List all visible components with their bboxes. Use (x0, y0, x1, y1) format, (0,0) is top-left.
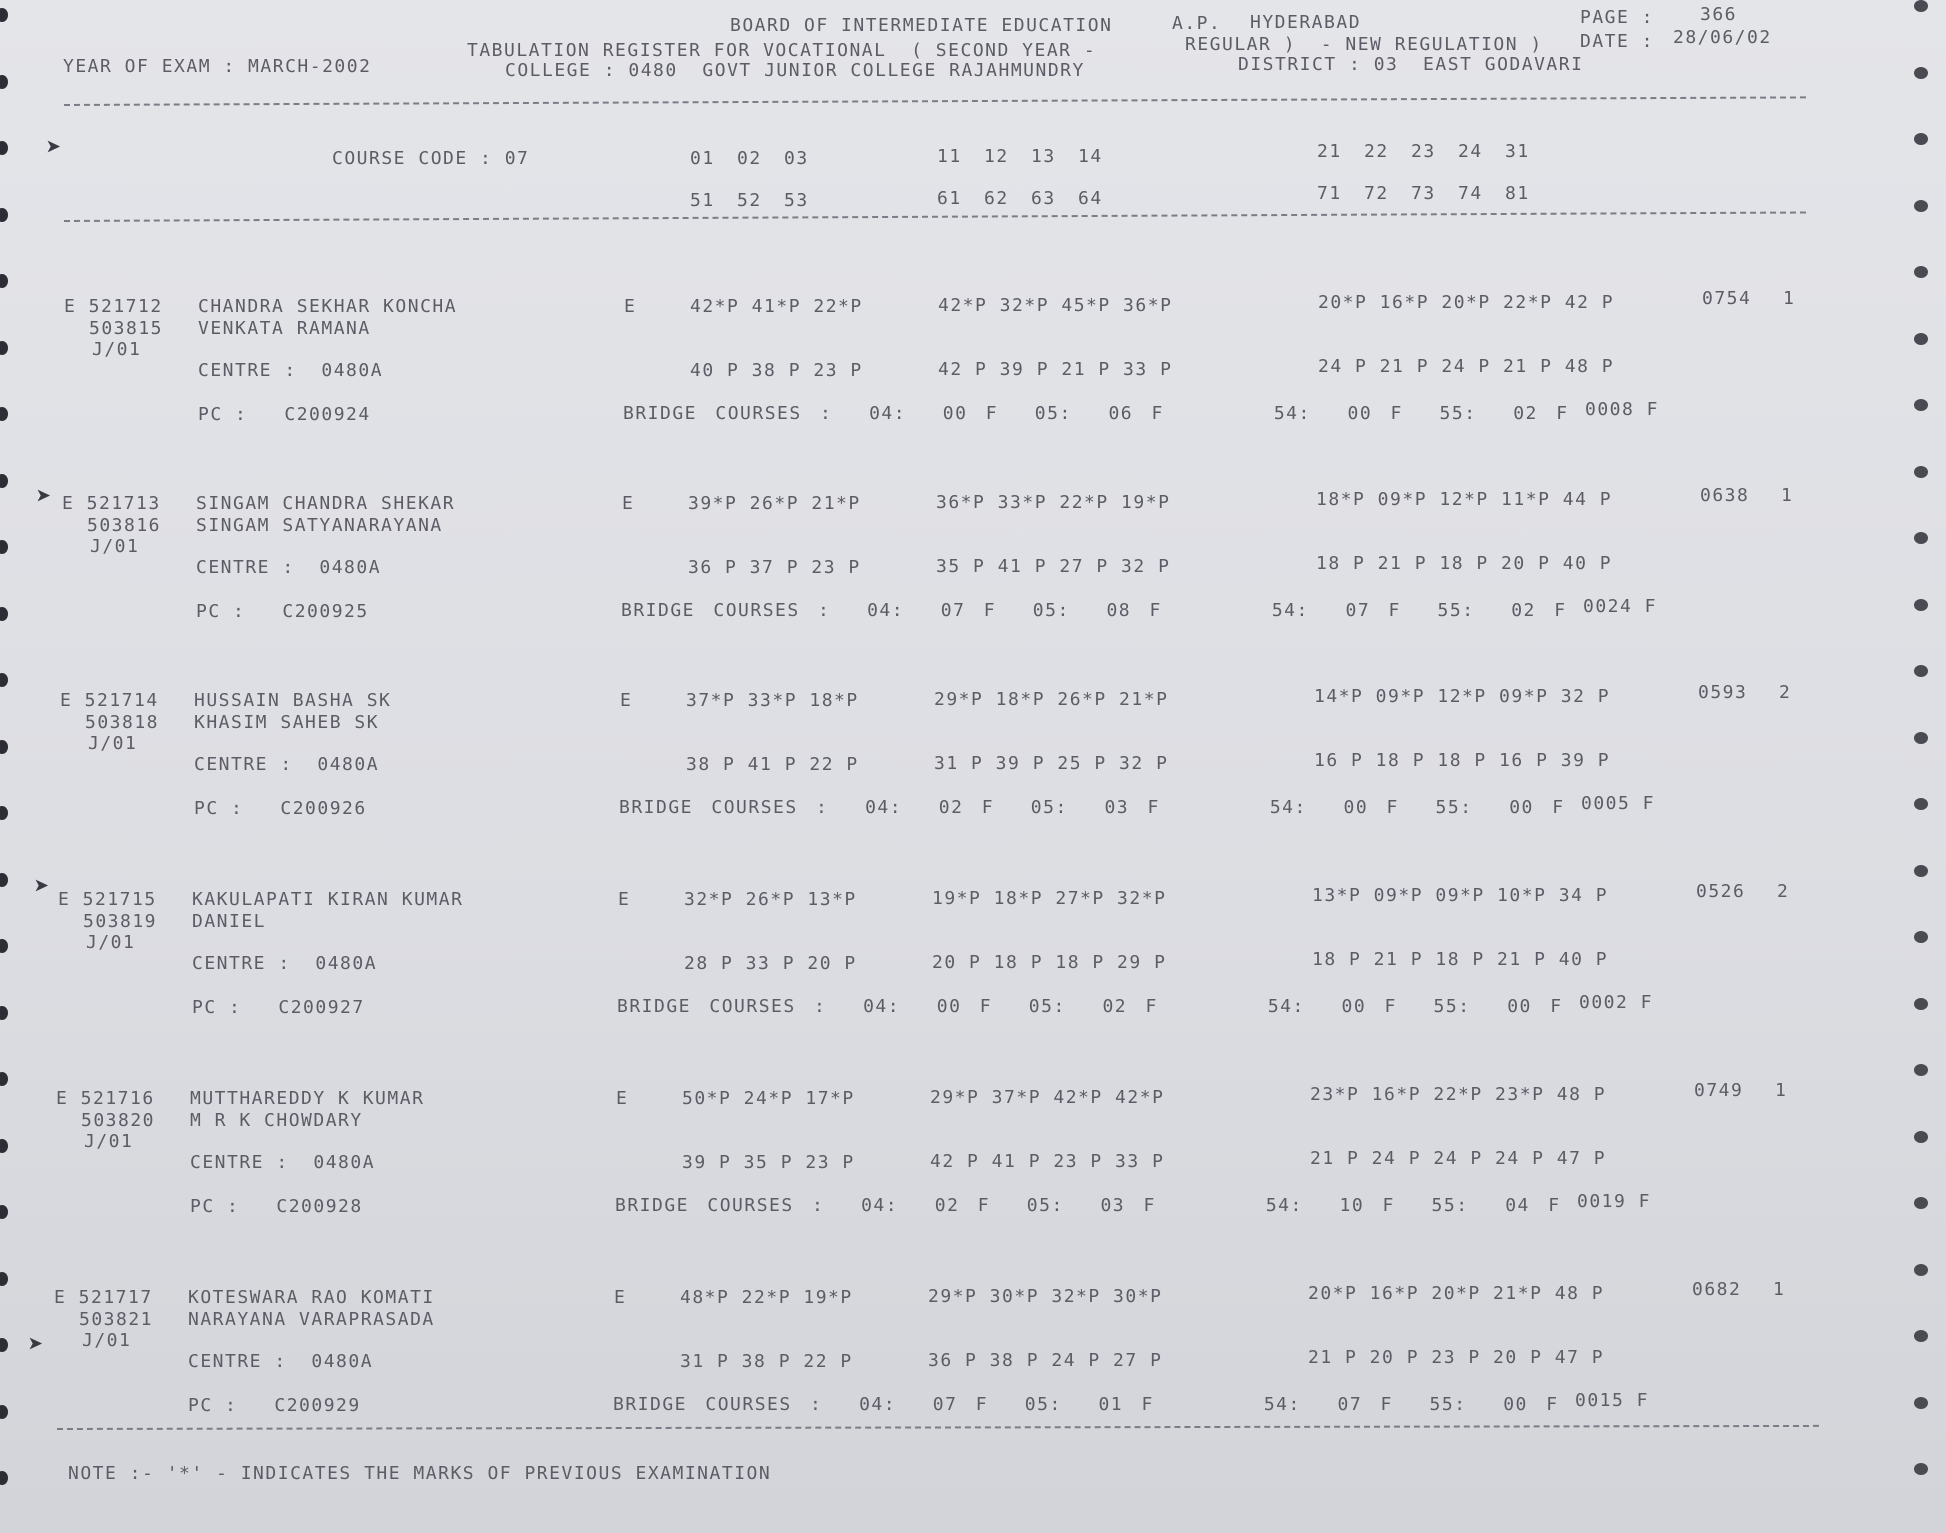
marks-year1-part2: 29*P 30*P 32*P 30*P (928, 1286, 1163, 1307)
sprocket-hole (0, 8, 8, 22)
grand-total: 0749 (1694, 1080, 1744, 1101)
group-code: J/01 (90, 536, 140, 557)
board-name: BOARD OF INTERMEDIATE EDUCATION (730, 15, 1113, 36)
marks-year2-part1: 36 P 37 P 23 P (688, 557, 861, 578)
marks-year1-part2: 19*P 18*P 27*P 32*P (932, 888, 1167, 909)
pc-number: PC : C200925 (196, 601, 369, 622)
division: 1 (1775, 1080, 1788, 1101)
marks-year1-part1: 39*P 26*P 21*P (688, 493, 861, 514)
bridge-courses: BRIDGE COURSES : 04: 07 F 05: 08 F 54: 07 F 55: 02 F (621, 600, 1567, 621)
marks-year2-part1: 38 P 41 P 22 P (686, 754, 859, 775)
roll-number: 503820 (81, 1110, 156, 1131)
city-name: HYDERABAD (1250, 12, 1362, 33)
candidate-name: SINGAM CHANDRA SHEKAR (196, 493, 456, 514)
grand-total: 0526 (1696, 881, 1746, 902)
subject-codes-part3: 21 22 23 24 31 (1317, 141, 1530, 162)
candidate-name: KAKULAPATI KIRAN KUMAR (192, 889, 464, 910)
subject-codes-part3-row2: 71 72 73 74 81 (1317, 183, 1530, 204)
marks-year2-part1: 40 P 38 P 23 P (690, 360, 863, 381)
exam-code: E (616, 1088, 629, 1109)
father-name: SINGAM SATYANARAYANA (196, 515, 443, 536)
sprocket-hole (1914, 931, 1928, 943)
pc-number: PC : C200929 (188, 1395, 361, 1416)
sprocket-hole (1914, 133, 1928, 145)
sprocket-hole (1914, 732, 1928, 744)
sprocket-hole (0, 939, 8, 953)
marks-year2-part3: 18 P 21 P 18 P 20 P 40 P (1316, 553, 1613, 574)
sprocket-hole (1914, 333, 1928, 345)
pen-tick-mark: ➤ (36, 482, 54, 512)
sprocket-hole (1914, 798, 1928, 810)
marks-year1-part3: 14*P 09*P 12*P 09*P 32 P (1314, 686, 1611, 707)
marks-year2-part3: 21 P 24 P 24 P 24 P 47 P (1310, 1148, 1607, 1169)
sprocket-hole (0, 1405, 8, 1419)
sprocket-hole (0, 673, 8, 687)
sprocket-hole (1914, 1064, 1928, 1076)
marks-year1-part1: 50*P 24*P 17*P (682, 1088, 855, 1109)
grand-total: 0593 (1698, 682, 1748, 703)
exam-code: E (620, 690, 633, 711)
regulation-label: REGULAR ) - NEW REGULATION ) (1185, 34, 1543, 55)
sprocket-hole (1914, 399, 1928, 411)
pen-tick-mark: ➤ (34, 872, 52, 902)
exam-centre: CENTRE : 0480A (194, 754, 380, 775)
course-code-label: COURSE CODE : 07 (332, 148, 530, 169)
sprocket-hole (1914, 1463, 1928, 1475)
sprocket-hole (0, 1205, 8, 1219)
roll-number: 503819 (83, 911, 158, 932)
sprocket-hole (0, 407, 8, 421)
sprocket-hole (0, 208, 8, 222)
sprocket-hole (0, 607, 8, 621)
pen-tick-mark: ➤ (28, 1330, 46, 1360)
exam-centre: CENTRE : 0480A (192, 953, 378, 974)
sprocket-hole (1914, 998, 1928, 1010)
registration-number: E 521713 (62, 493, 161, 514)
marks-year2-part2: 20 P 18 P 18 P 29 P (932, 952, 1167, 973)
sprocket-hole (0, 540, 8, 554)
marks-year2-part1: 39 P 35 P 23 P (682, 1152, 855, 1173)
exam-code: E (622, 493, 635, 514)
sprocket-hole (0, 1471, 8, 1485)
registration-number: E 521715 (58, 889, 157, 910)
sprocket-hole (0, 474, 8, 488)
pc-number: PC : C200926 (194, 798, 367, 819)
marks-year1-part3: 20*P 16*P 20*P 22*P 42 P (1318, 292, 1615, 313)
header-rule (64, 96, 1806, 106)
pc-number: PC : C200924 (198, 404, 371, 425)
roll-number: 503821 (79, 1309, 154, 1330)
page-number: 366 (1700, 4, 1738, 25)
marks-year2-part1: 31 P 38 P 22 P (680, 1351, 853, 1372)
marks-year2-part3: 16 P 18 P 18 P 16 P 39 P (1314, 750, 1611, 771)
registration-number: E 521714 (60, 690, 159, 711)
marks-year1-part3: 13*P 09*P 09*P 10*P 34 P (1312, 885, 1609, 906)
candidate-name: CHANDRA SEKHAR KONCHA (198, 296, 458, 317)
sprocket-hole (1914, 1131, 1928, 1143)
marks-year2-part1: 28 P 33 P 20 P (684, 953, 857, 974)
division: 2 (1779, 682, 1792, 703)
date-label: DATE : (1580, 31, 1655, 52)
marks-year2-part2: 35 P 41 P 27 P 32 P (936, 556, 1171, 577)
sprocket-hole (1914, 266, 1928, 278)
footnote: NOTE :- '*' - INDICATES THE MARKS OF PREVIOUS EXAMINATION (68, 1463, 772, 1484)
subject-codes-part2-row2: 61 62 63 64 (937, 188, 1103, 209)
bridge-total: 0024 F (1583, 596, 1658, 617)
marks-year1-part1: 37*P 33*P 18*P (686, 690, 859, 711)
subject-codes-part1-row2: 51 52 53 (690, 190, 809, 211)
roll-number: 503815 (89, 318, 164, 339)
division: 2 (1777, 881, 1790, 902)
bridge-courses: BRIDGE COURSES : 04: 02 F 05: 03 F 54: 10 F 55: 04 F (615, 1195, 1561, 1216)
registration-number: E 521717 (54, 1287, 153, 1308)
sprocket-hole (0, 341, 8, 355)
sprocket-hole (1914, 67, 1928, 79)
exam-code: E (614, 1287, 627, 1308)
footer-rule (57, 1425, 1819, 1430)
father-name: NARAYANA VARAPRASADA (188, 1309, 435, 1330)
sprocket-hole (1914, 1264, 1928, 1276)
marks-year1-part2: 29*P 37*P 42*P 42*P (930, 1087, 1165, 1108)
sprocket-hole (0, 1139, 8, 1153)
sprocket-hole (1914, 865, 1928, 877)
marks-year1-part3: 23*P 16*P 22*P 23*P 48 P (1310, 1084, 1607, 1105)
marks-year2-part2: 36 P 38 P 24 P 27 P (928, 1350, 1163, 1371)
sprocket-hole (0, 274, 8, 288)
print-date: 28/06/02 (1673, 27, 1772, 48)
college-name: COLLEGE : 0480 GOVT JUNIOR COLLEGE RAJAHMUNDRY (505, 60, 1085, 81)
marks-year1-part2: 36*P 33*P 22*P 19*P (936, 492, 1171, 513)
sprocket-hole (0, 1338, 8, 1352)
pen-tick-mark: ➤ (46, 133, 64, 163)
exam-code: E (618, 889, 631, 910)
marks-year1-part1: 42*P 41*P 22*P (690, 296, 863, 317)
sprocket-hole (0, 75, 8, 89)
exam-centre: CENTRE : 0480A (198, 360, 384, 381)
father-name: VENKATA RAMANA (198, 318, 371, 339)
subject-codes-part1: 01 02 03 (690, 148, 809, 169)
division: 1 (1783, 288, 1796, 309)
pc-number: PC : C200928 (190, 1196, 363, 1217)
candidate-name: KOTESWARA RAO KOMATI (188, 1287, 435, 1308)
grand-total: 0754 (1702, 288, 1752, 309)
state-name: A.P. (1172, 13, 1222, 34)
registration-number: E 521712 (64, 296, 163, 317)
father-name: KHASIM SAHEB SK (194, 712, 380, 733)
bridge-courses: BRIDGE COURSES : 04: 00 F 05: 06 F 54: 00 F 55: 02 F (623, 403, 1569, 424)
district-name: DISTRICT : 03 EAST GODAVARI (1238, 54, 1584, 75)
division: 1 (1781, 485, 1794, 506)
marks-year2-part2: 31 P 39 P 25 P 32 P (934, 753, 1169, 774)
candidate-name: MUTTHAREDDY K KUMAR (190, 1088, 425, 1109)
marks-year2-part2: 42 P 39 P 21 P 33 P (938, 359, 1173, 380)
sprocket-hole (0, 1006, 8, 1020)
sprocket-hole (1914, 1397, 1928, 1409)
division: 1 (1773, 1279, 1786, 1300)
bridge-total: 0015 F (1575, 1390, 1650, 1411)
candidate-name: HUSSAIN BASHA SK (194, 690, 392, 711)
grand-total: 0638 (1700, 485, 1750, 506)
marks-year1-part1: 48*P 22*P 19*P (680, 1287, 853, 1308)
marks-year1-part3: 18*P 09*P 12*P 11*P 44 P (1316, 489, 1613, 510)
roll-number: 503818 (85, 712, 160, 733)
marks-year1-part2: 29*P 18*P 26*P 21*P (934, 689, 1169, 710)
sprocket-hole (0, 873, 8, 887)
year-of-exam: YEAR OF EXAM : MARCH-2002 (63, 56, 372, 77)
group-code: J/01 (84, 1131, 134, 1152)
marks-year2-part2: 42 P 41 P 23 P 33 P (930, 1151, 1165, 1172)
sprocket-hole (0, 1072, 8, 1086)
exam-centre: CENTRE : 0480A (188, 1351, 374, 1372)
marks-year2-part3: 24 P 21 P 24 P 21 P 48 P (1318, 356, 1615, 377)
sprocket-hole (0, 806, 8, 820)
group-code: J/01 (88, 733, 138, 754)
exam-centre: CENTRE : 0480A (196, 557, 382, 578)
group-code: J/01 (82, 1330, 132, 1351)
bridge-total: 0008 F (1585, 399, 1660, 420)
sprocket-hole (1914, 599, 1928, 611)
sprocket-hole (1914, 665, 1928, 677)
sprocket-hole (1914, 466, 1928, 478)
bridge-total: 0019 F (1577, 1191, 1652, 1212)
sprocket-hole (0, 740, 8, 754)
roll-number: 503816 (87, 515, 162, 536)
marks-year2-part3: 18 P 21 P 18 P 21 P 40 P (1312, 949, 1609, 970)
exam-code: E (624, 296, 637, 317)
registration-number: E 521716 (56, 1088, 155, 1109)
sprocket-hole (1914, 1330, 1928, 1342)
group-code: J/01 (92, 339, 142, 360)
bridge-courses: BRIDGE COURSES : 04: 07 F 05: 01 F 54: 07 F 55: 00 F (613, 1394, 1559, 1415)
page-label: PAGE : (1580, 7, 1655, 28)
sprocket-hole (1914, 200, 1928, 212)
marks-year1-part3: 20*P 16*P 20*P 21*P 48 P (1308, 1283, 1605, 1304)
bridge-total: 0002 F (1579, 992, 1654, 1013)
marks-year1-part1: 32*P 26*P 13*P (684, 889, 857, 910)
sprocket-hole (0, 141, 8, 155)
bridge-total: 0005 F (1581, 793, 1656, 814)
pc-number: PC : C200927 (192, 997, 365, 1018)
bridge-courses: BRIDGE COURSES : 04: 02 F 05: 03 F 54: 00 F 55: 00 F (619, 797, 1565, 818)
father-name: M R K CHOWDARY (190, 1110, 363, 1131)
marks-year1-part2: 42*P 32*P 45*P 36*P (938, 295, 1173, 316)
sprocket-hole (1914, 0, 1928, 12)
sprocket-hole (1914, 1197, 1928, 1209)
subject-codes-part2: 11 12 13 14 (937, 146, 1103, 167)
exam-centre: CENTRE : 0480A (190, 1152, 376, 1173)
course-rule (64, 211, 1806, 222)
bridge-courses: BRIDGE COURSES : 04: 00 F 05: 02 F 54: 00 F 55: 00 F (617, 996, 1563, 1017)
marks-year2-part3: 21 P 20 P 23 P 20 P 47 P (1308, 1347, 1605, 1368)
sprocket-hole (1914, 532, 1928, 544)
sprocket-hole (0, 1272, 8, 1286)
father-name: DANIEL (192, 911, 267, 932)
group-code: J/01 (86, 932, 136, 953)
grand-total: 0682 (1692, 1279, 1742, 1300)
register-title: TABULATION REGISTER FOR VOCATIONAL ( SECOND YEAR - (467, 40, 1097, 61)
